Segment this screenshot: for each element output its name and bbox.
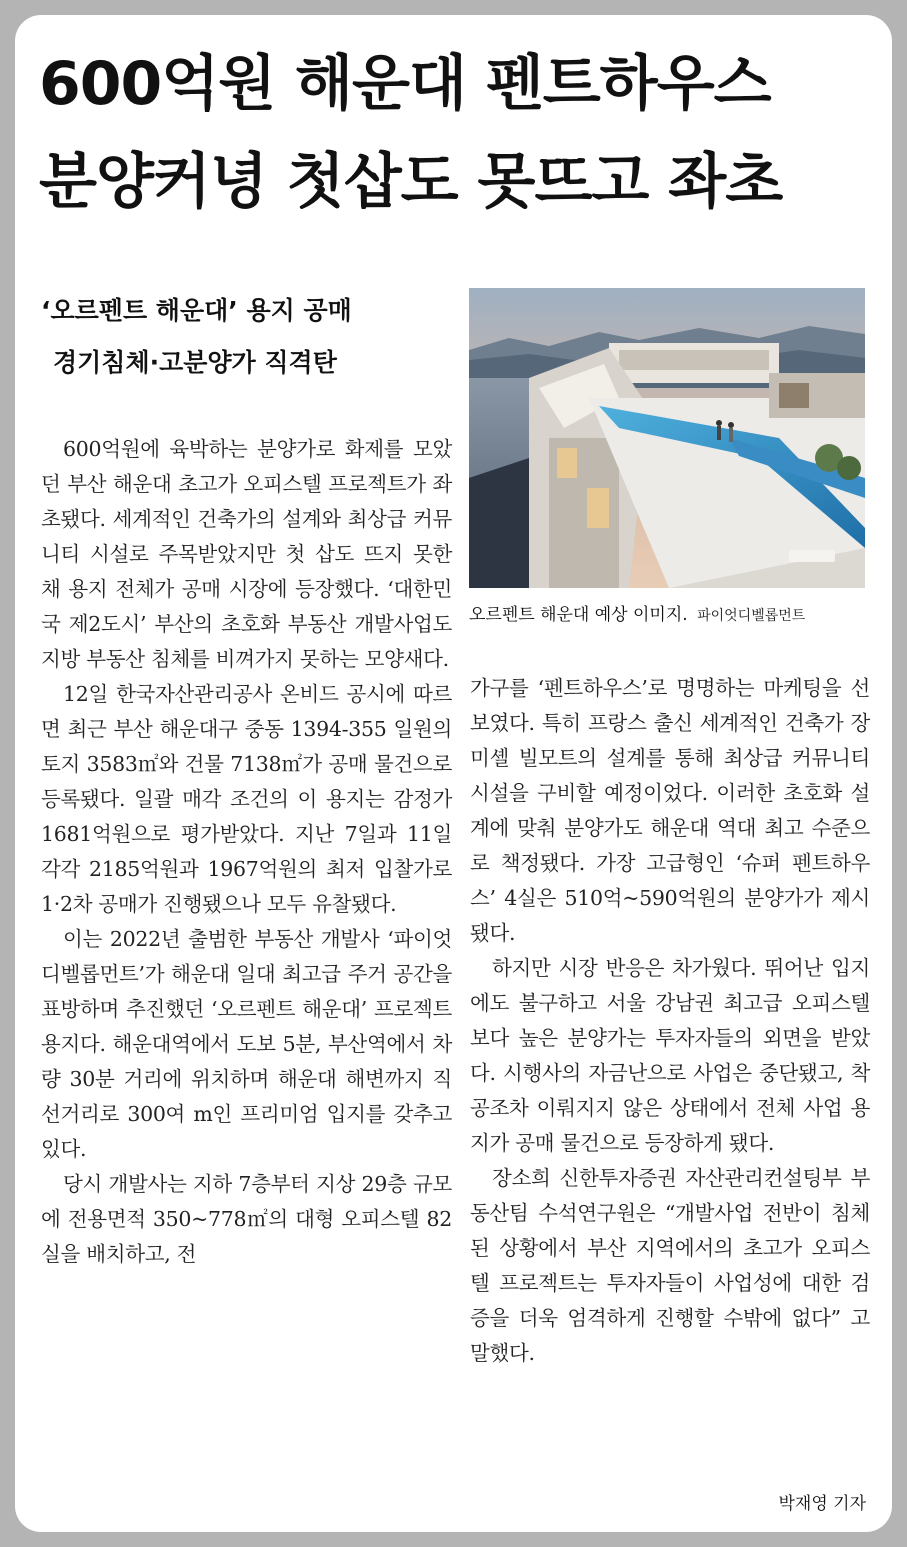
photo-credit: 파이엇디벨롭먼트: [697, 608, 806, 624]
penthouse-rendering-image: [469, 288, 865, 588]
headline-line-2: 분양커녕 첫삽도 못뜨고 좌초: [39, 147, 783, 217]
subheadline-line-1: ‘오르펜트 해운대’ 용지 공매: [41, 296, 352, 325]
byline: 박재영 기자: [778, 1494, 866, 1514]
caption-text: 오르펜트 해운대 예상 이미지.: [469, 605, 688, 625]
paragraph: 하지만 시장 반응은 차가웠다. 뛰어난 입지에도 불구하고 서울 강남권 최고급 오피스텔보다 높은 분양가는 투자자들의 외면을 받았다. 시행사의 자금난으로 사업은 중단됐고, 착공조차 이뤄지지 않은 상태에서 전체 사업 용지가 공매 물건으로 등장하게 됐다.: [470, 956, 870, 1155]
paragraph: 가구를 ‘펜트하우스’로 명명하는 마케팅을 선보였다. 특히 프랑스 출신 세계적인 건축가 장미셸 빌모트의 설계를 통해 최상급 커뮤니티 시설을 구비할 예정이었다. 이러한 초호화 설계에 맞춰 분양가도 해운대 역대 최고 수준으로 책정됐다. 가장 고급형인 ‘슈퍼 펜트하우스’ 4실은 510억~590억원의 분양가가 제시됐다.: [470, 676, 870, 945]
article-photo: [469, 288, 865, 588]
paragraph: 장소희 신한투자증권 자산관리컨설팅부 부동산팀 수석연구원은 “개발사업 전반이 침체된 상황에서 부산 지역에서의 초고가 오피스텔 프로젝트는 투자자들이 사업성에 대한 검증을 더욱 엄격하게 진행할 수밖에 없다” 고 말했다.: [470, 1166, 870, 1365]
article-column-2: [470, 671, 870, 1371]
article-column-1: [41, 432, 452, 1272]
headline: [39, 35, 869, 231]
newspaper-clipping: [15, 15, 892, 1532]
photo-caption: [469, 600, 867, 625]
paragraph: 12일 한국자산관리공사 온비드 공시에 따르면 최근 부산 해운대구 중동 1394-355 일원의 토지 3583㎡와 건물 7138㎡가 공매 물건으로 등록됐다. 일괄 매각 조건의 이 용지는 감정가 1681억원으로 평가받았다. 지난 7일과 11일 각각 2185억원과 1967억원의 최저 입찰가로 1·2차 공매가 진행됐으나 모두 유찰됐다.: [41, 682, 452, 916]
subheadline: [41, 285, 451, 389]
headline-line-1: 600억원 해운대 펜트하우스: [39, 49, 771, 119]
paragraph: 이는 2022년 출범한 부동산 개발사 ‘파이엇디벨롭먼트’가 해운대 일대 최고급 주거 공간을 표방하며 추진했던 ‘오르펜트 해운대’ 프로젝트 용지다. 해운대역에서 도보 5분, 부산역에서 차량 30분 거리에 위치하며 해운대 해변까지 직선거리로 300여 m인 프리미엄 입지를 갖추고 있다.: [41, 927, 452, 1161]
paragraph: 600억원에 육박하는 분양가로 화제를 모았던 부산 해운대 초고가 오피스텔 프로젝트가 좌초됐다. 세계적인 건축가의 설계와 최상급 커뮤니티 시설로 주목받았지만 첫 삽도 뜨지 못한 채 용지 전체가 공매 시장에 등장했다. ‘대한민국 제2도시’ 부산의 초호화 부동산 개발사업도 지방 부동산 침체를 비껴가지 못하는 모양새다.: [41, 437, 452, 671]
subheadline-line-2: 경기침체·고분양가 직격탄: [53, 348, 337, 377]
paragraph: 당시 개발사는 지하 7층부터 지상 29층 규모에 전용면적 350~778㎡의 대형 오피스텔 82실을 배치하고, 전: [41, 1172, 452, 1266]
